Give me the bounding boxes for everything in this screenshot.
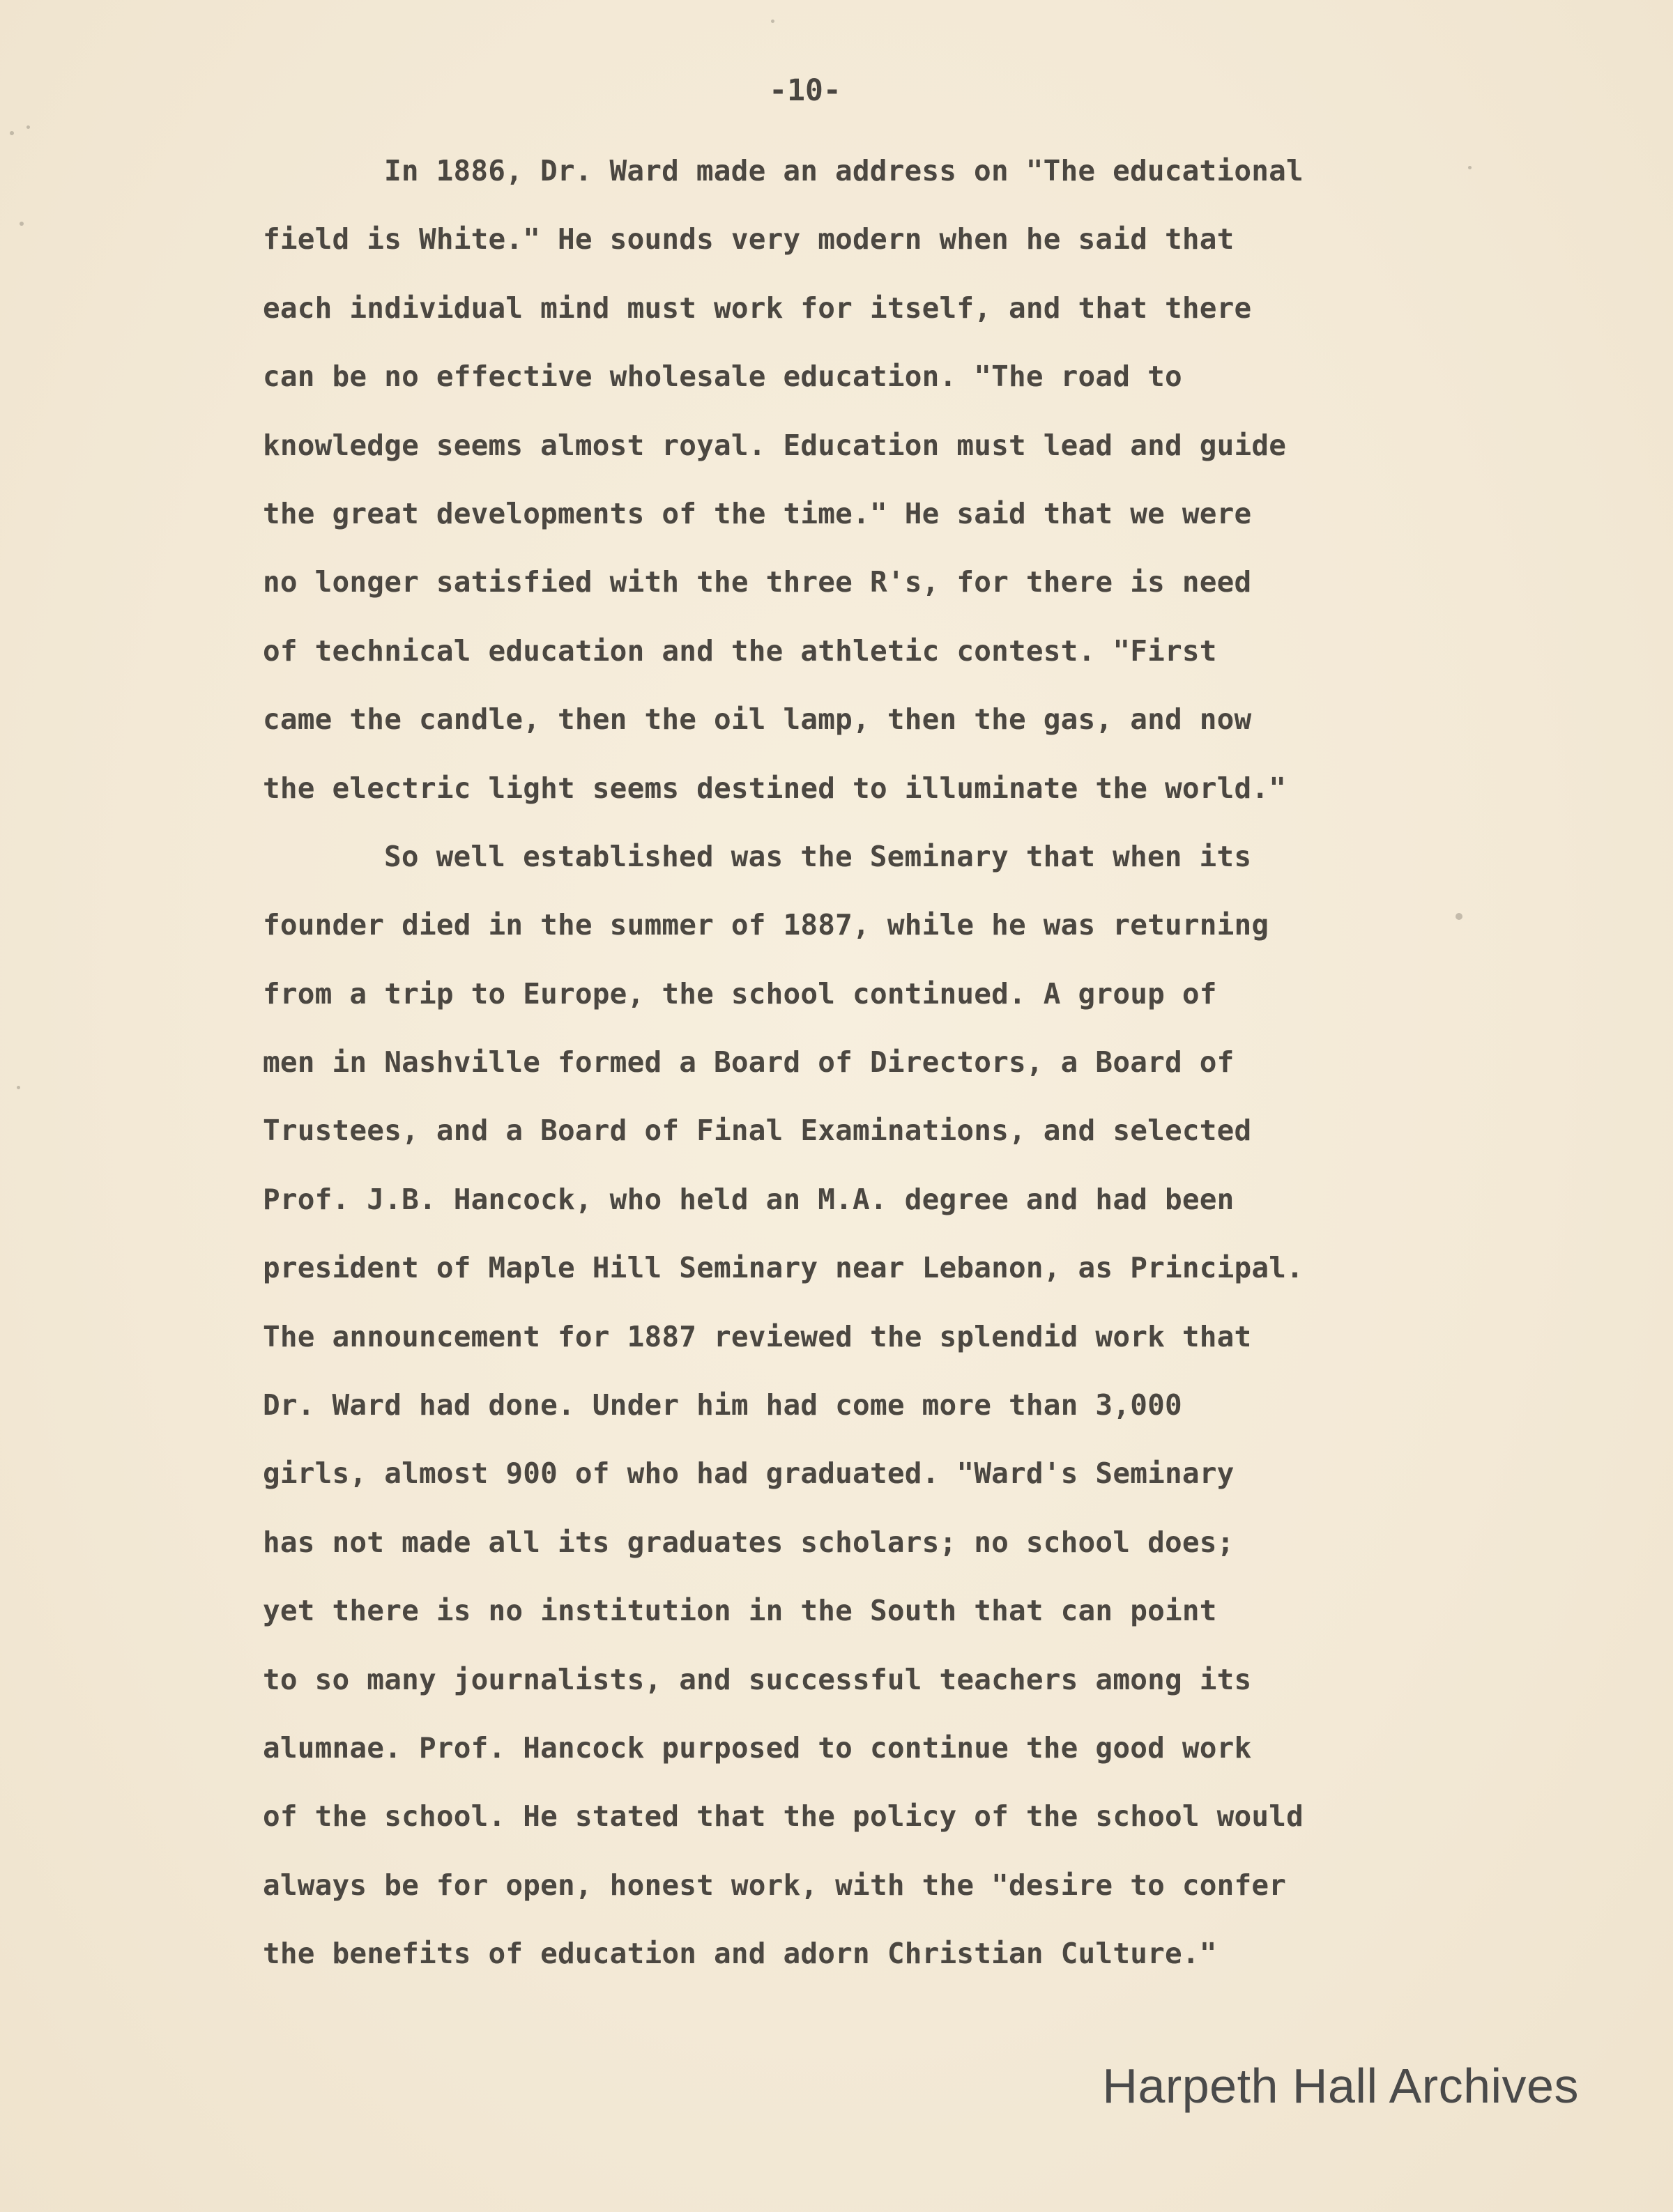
text-line: alumnae. Prof. Hancock purposed to continue the good work (263, 1730, 1252, 1765)
text-line: president of Maple Hill Seminary near Lebanon, as Principal. (263, 1251, 1304, 1285)
page-number: -10- (769, 73, 841, 108)
text-line: of the school. He stated that the policy of the school would (263, 1799, 1304, 1834)
typescript-body (263, 137, 1511, 1988)
text-line: of technical education and the athletic contest. "First (263, 633, 1217, 668)
archive-watermark: Harpeth Hall Archives (1102, 2059, 1579, 2113)
text-line: the benefits of education and adorn Christian Culture." (263, 1937, 1217, 1971)
text-line: came the candle, then the oil lamp, then the gas, and now (263, 702, 1252, 737)
paper-speck (771, 20, 774, 23)
paper-speck (17, 1086, 20, 1089)
text-line: Trustees, and a Board of Final Examinations, and selected (263, 1114, 1252, 1148)
text-line: can be no effective wholesale education. "The road to (263, 360, 1182, 394)
text-line: field is White." He sounds very modern when he said that (263, 222, 1235, 256)
text-line: The announcement for 1887 reviewed the splendid work that (263, 1319, 1252, 1353)
paper-speck (20, 222, 24, 226)
paper-speck (1456, 913, 1462, 920)
text-line: Dr. Ward had done. Under him had come more than 3,000 (263, 1388, 1182, 1422)
text-line: founder died in the summer of 1887, while he was returning (263, 908, 1269, 942)
text-line: So well established was the Seminary that when its (384, 839, 1252, 873)
text-line: yet there is no institution in the South that can point (263, 1594, 1217, 1628)
text-line: to so many journalists, and successful teachers among its (263, 1662, 1252, 1696)
text-line: the great developments of the time." He said that we were (263, 496, 1252, 530)
text-line: girls, almost 900 of who had graduated. "Ward's Seminary (263, 1457, 1235, 1491)
text-line: men in Nashville formed a Board of Directors, a Board of (263, 1045, 1235, 1080)
text-line: has not made all its graduates scholars; no school does; (263, 1525, 1235, 1559)
paper-speck (10, 131, 14, 135)
paper-speck (26, 125, 30, 129)
paper-speck (1468, 166, 1472, 169)
text-line: knowledge seems almost royal. Education must lead and guide (263, 428, 1287, 462)
text-line: always be for open, honest work, with the "desire to confer (263, 1868, 1287, 1902)
text-line: the electric light seems destined to illuminate the world." (263, 771, 1287, 805)
text-line: each individual mind must work for itself, and that there (263, 291, 1252, 325)
text-line: In 1886, Dr. Ward made an address on "The educational (384, 154, 1304, 187)
text-line: from a trip to Europe, the school continued. A group of (263, 976, 1217, 1011)
text-line: no longer satisfied with the three R's, for there is need (263, 565, 1252, 599)
text-line: Prof. J.B. Hancock, who held an M.A. degree and had been (263, 1182, 1235, 1216)
